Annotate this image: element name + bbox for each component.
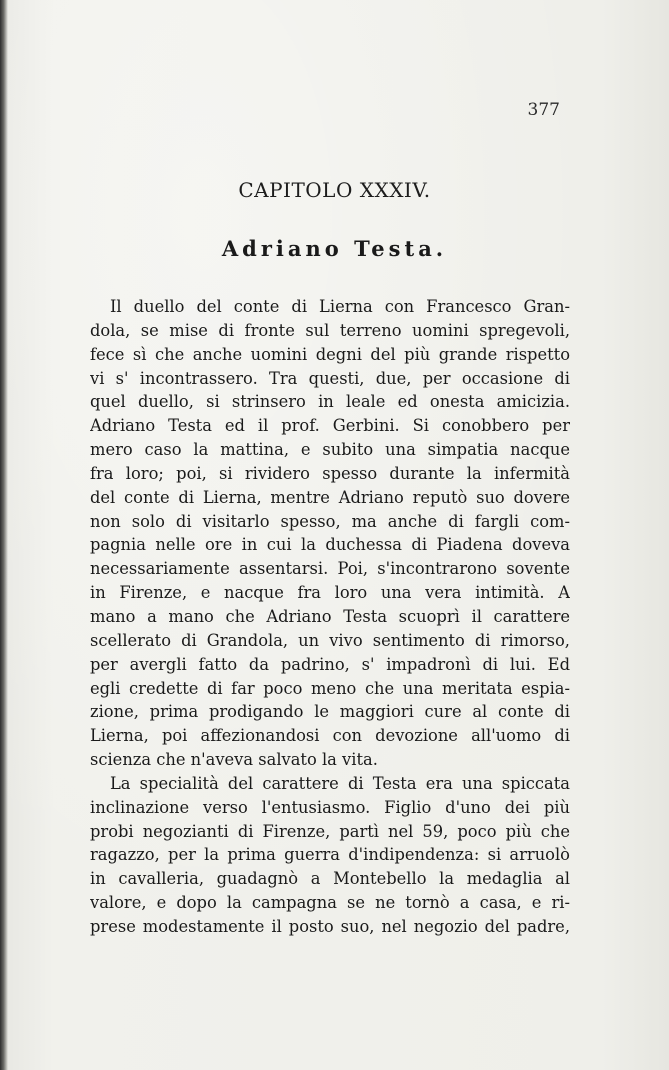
text-line: valore, e dopo la campagna se ne tornò a casa, e ri- — [90, 893, 570, 913]
text-line: mero caso la mattina, e subito una simpatia nacque — [90, 440, 570, 460]
text-line: ragazzo, per la prima guerra d'indipendenza: si arruolò — [90, 845, 570, 865]
text-line: egli credette di far poco meno che una meritata espia- — [90, 678, 570, 698]
text-line: pagnia nelle ore in cui la duchessa di Piadena doveva — [90, 535, 570, 555]
text-line: Lierna, poi affezionandosi con devozione all'uomo di — [90, 726, 570, 746]
text-line: dola, se mise di fronte sul terreno uomini spregevoli, — [90, 320, 570, 340]
text-line: in Firenze, e nacque fra loro una vera intimità. A — [90, 583, 570, 603]
text-line: probi negozianti di Firenze, partì nel 59, poco più che — [90, 821, 570, 841]
text-line: Adriano Testa ed il prof. Gerbini. Si conobbero per — [90, 416, 570, 436]
text-line: inclinazione verso l'entusiasmo. Figlio d'uno dei più — [90, 797, 570, 817]
text-line: necessariamente assentarsi. Poi, s'incontrarono sovente — [90, 559, 570, 579]
text-line: zione, prima prodigando le maggiori cure al conte di — [90, 702, 570, 722]
text-line: scienza che n'aveva salvato la vita. — [90, 750, 378, 770]
page-number: 377 — [527, 100, 560, 120]
page-binding-edge — [0, 0, 8, 1070]
body-text — [90, 295, 570, 939]
text-line: Il duello del conte di Lierna con Francesco Gran- — [110, 297, 570, 316]
chapter-heading: CAPITOLO XXXIV. — [238, 178, 431, 202]
chapter-title: Adriano Testa. — [221, 236, 448, 261]
text-line: fra loro; poi, si rividero spesso durante la infermità — [90, 463, 570, 483]
text-line: La specialità del carattere di Testa era una spiccata — [110, 773, 570, 793]
text-line: del conte di Lierna, mentre Adriano reputò suo dovere — [90, 487, 570, 507]
text-line: mano a mano che Adriano Testa scuoprì il carattere — [90, 606, 570, 626]
text-line: non solo di visitarlo spesso, ma anche di fargli com- — [90, 511, 570, 531]
text-line: in cavalleria, guadagnò a Montebello la medaglia al — [90, 869, 570, 889]
text-line: per avergli fatto da padrino, s' impadronì di lui. Ed — [90, 654, 570, 674]
text-line: scellerato di Grandola, un vivo sentimento di rimorso, — [90, 630, 570, 650]
text-line: vi s' incontrassero. Tra questi, due, per occasione di — [90, 368, 570, 388]
text-line: quel duello, si strinsero in leale ed onesta amicizia. — [90, 392, 570, 412]
text-line: fece sì che anche uomini degni del più grande rispetto — [90, 344, 570, 364]
text-line: prese modestamente il posto suo, nel negozio del padre, — [90, 916, 570, 936]
